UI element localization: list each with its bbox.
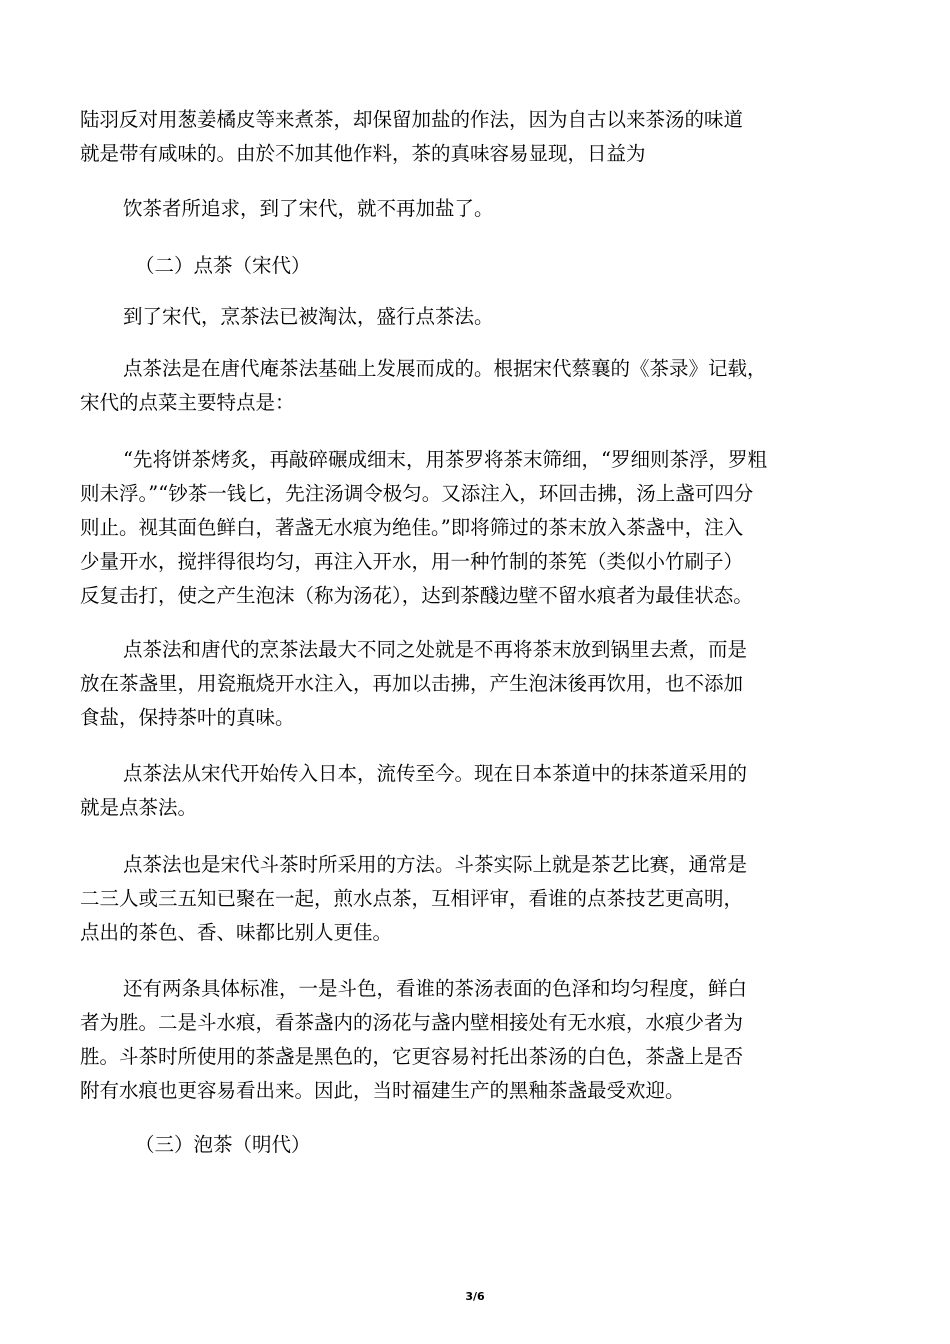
section-heading bbox=[80, 249, 925, 283]
text-line: 就是带有咸味的。由於不加其他作料，茶的真味容易显现，日益为 bbox=[80, 142, 646, 165]
text-line: 点茶法也是宋代斗茶时所采用的方法。斗茶实际上就是茶艺比赛，通常是 bbox=[123, 853, 748, 876]
paragraph bbox=[80, 757, 870, 825]
text-line: 点茶法是在唐代庵茶法基础上发展而成的。根据宋代蔡襄的《茶录》记载， bbox=[123, 357, 767, 380]
paragraph bbox=[80, 192, 913, 226]
text-line: 反复击打，使之产生泡沫（称为汤花），达到茶醆边壁不留水痕者为最佳状态。 bbox=[80, 584, 753, 607]
text-line: 者为胜。二是斗水痕，看茶盏内的汤花与盏内壁相接处有无水痕，水痕少者为 bbox=[80, 1011, 744, 1034]
heading-text: （二）点茶（宋代） bbox=[135, 254, 311, 277]
text-line: 胜。斗茶时所使用的茶盏是黑色的，它更容易衬托出茶汤的白色，茶盏上是否 bbox=[80, 1045, 744, 1068]
text-line: 则止。视其面色鲜白，著盏无水痕为绝佳。”即将筛过的茶末放入茶盏中，注入 bbox=[80, 516, 744, 539]
text-line: 就是点茶法。 bbox=[80, 796, 198, 819]
section-heading bbox=[80, 1128, 925, 1162]
paragraph bbox=[80, 972, 870, 1108]
paragraph bbox=[80, 633, 870, 735]
text-line: 还有两条具体标准，一是斗色，看谁的茶汤表面的色泽和均匀程度，鲜白 bbox=[123, 977, 748, 1000]
text-line: 点茶法和唐代的烹茶法最大不同之处就是不再将茶末放到锅里去煮，而是 bbox=[123, 638, 748, 661]
text-line: 饮茶者所追求，到了宋代，就不再加盐了。 bbox=[123, 197, 494, 220]
text-line: 宋代的点菜主要特点是： bbox=[80, 391, 295, 414]
heading-text: （三）泡茶（明代） bbox=[135, 1133, 311, 1156]
text-line: 则未浮。”“钞茶一钱匕，先注汤调令极匀。又添注入，环回击拂，汤上盏可四分 bbox=[80, 482, 754, 505]
text-line: 少量开水，搅拌得很均匀，再注入开水，用一种竹制的茶筅（类似小竹刷子） bbox=[80, 550, 744, 573]
text-line: 点茶法从宋代开始传入日本，流传至今。现在日本茶道中的抹茶道采用的 bbox=[123, 762, 748, 785]
text-line: 点出的茶色、香、味都比别人更佳。 bbox=[80, 921, 393, 944]
paragraph bbox=[80, 352, 870, 420]
text-line: 到了宋代，烹茶法已被淘汰，盛行点茶法。 bbox=[123, 305, 494, 328]
paragraph bbox=[80, 103, 870, 171]
paragraph bbox=[80, 300, 913, 334]
text-line: “先将饼茶烤炙，再敲碎碾成细末，用茶罗将茶末筛细，“罗细则茶浮，罗粗 bbox=[123, 448, 767, 471]
page-number: 3/6 bbox=[465, 1290, 485, 1303]
paragraph bbox=[80, 443, 870, 613]
text-line: 放在茶盏里，用瓷瓶烧开水注入，再加以击拂，产生泡沫後再饮用，也不添加 bbox=[80, 672, 744, 695]
text-line: 附有水痕也更容易看出来。因此，当时福建生产的黑釉茶盏最受欢迎。 bbox=[80, 1079, 685, 1102]
text-line: 二三人或三五知已聚在一起，煎水点茶，互相评审，看谁的点茶技艺更高明， bbox=[80, 887, 744, 910]
text-line: 食盐，保持茶叶的真味。 bbox=[80, 706, 295, 729]
text-line: 陆羽反对用葱姜橘皮等来煮茶，却保留加盐的作法，因为自古以来茶汤的味道 bbox=[80, 108, 744, 131]
paragraph bbox=[80, 848, 870, 950]
